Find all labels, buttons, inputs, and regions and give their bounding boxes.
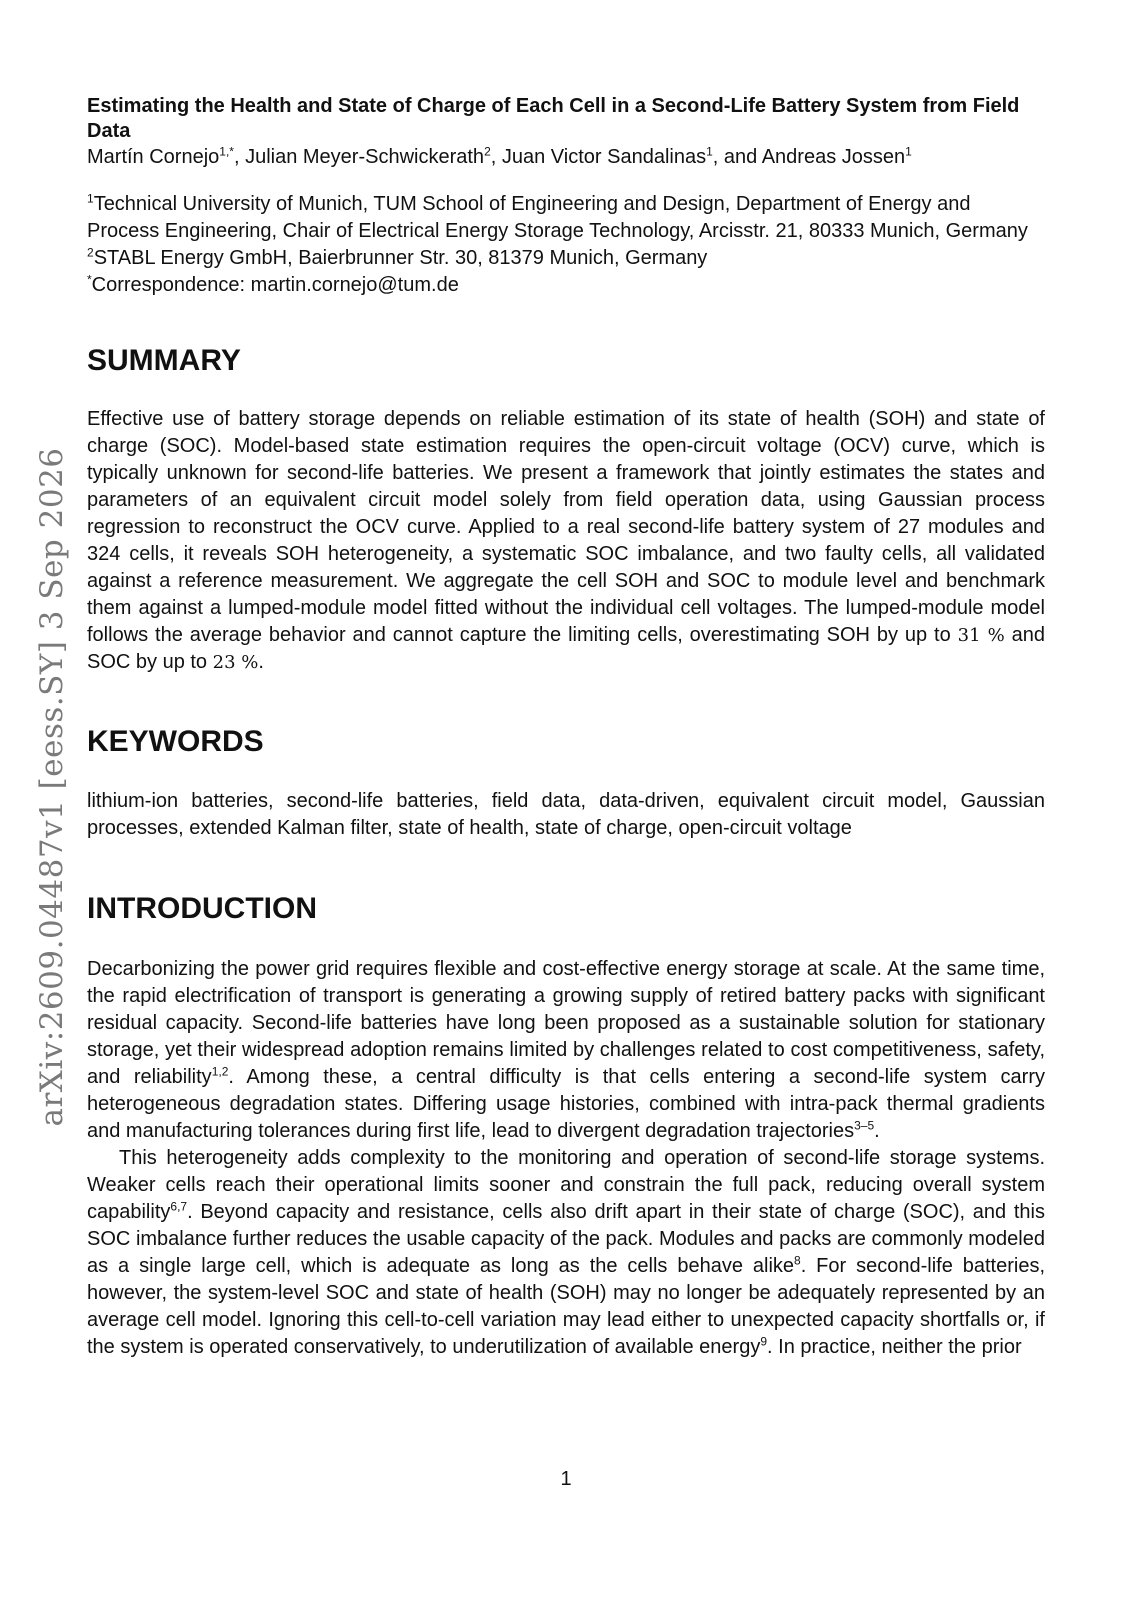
arxiv-sidebar-stamp <box>24 447 80 1127</box>
affiliation-1 <box>87 191 1045 245</box>
paragraph-text: . Among these, a central difficulty is that cells entering a second-life system carry heterogeneous degradation states. Differing usage histories, combined with intra-pack thermal gradients and manufacturing tolerances during first life, lead to divergent degradation trajectories <box>87 1066 1045 1142</box>
author-list <box>87 144 1045 170</box>
arxiv-identifier: arXiv:2609.04487v1 [eess.SY] 3 Sep 2026 <box>34 447 70 1127</box>
citation-ref: 6,7 <box>170 1199 188 1214</box>
citation-ref: 9 <box>760 1334 768 1349</box>
paper-page <box>87 94 1045 1361</box>
author-affiliation-mark: 1 <box>905 144 912 159</box>
author-name: , Juan Victor Sandalinas <box>490 146 707 168</box>
abstract-text: and SOC by up to <box>87 624 1045 673</box>
correspondence-mark: * <box>87 272 92 287</box>
author-affiliation-mark: 2 <box>484 144 491 159</box>
author-affiliation-mark: 1,* <box>219 144 234 159</box>
paragraph-text: . For second-life batteries, however, the system-level SOC and state of health (SOH) may no longer be adequately represented by an average cell model. Ignoring this cell-to-cell variation may lead either to unexpected capacity shortfalls or, if the system is operated conservatively, to underutilization of available energy <box>87 1255 1045 1358</box>
citation-ref: 3–5 <box>854 1118 875 1133</box>
affiliation-text: Technical University of Munich, TUM School of Engineering and Design, Department of Energy and Process Engineering, Chair of Electrical Energy Storage Technology, Arcisstr. 21, 80333 Munich, Germany <box>87 193 1028 242</box>
paper-title: Estimating the Health and State of Charge of Each Cell in a Second-Life Battery System from Field Data <box>87 95 1020 142</box>
citation-ref: 1,2 <box>211 1064 229 1079</box>
affiliation-text: STABL Energy GmbH, Baierbrunner Str. 30, 81379 Munich, Germany <box>93 247 708 269</box>
intro-paragraph-1 <box>87 956 1045 1145</box>
intro-paragraph-2 <box>87 1145 1045 1361</box>
author-affiliation-mark: 1 <box>706 144 713 159</box>
soc-value: 23 % <box>212 652 259 673</box>
keywords-list: lithium-ion batteries, second-life batteries, field data, data-driven, equivalent circuit model, Gaussian processes, extended Kalman filter, state of health, state of charge, open-circuit voltage <box>87 790 1045 839</box>
paragraph-text: . <box>874 1120 880 1142</box>
abstract-text: Effective use of battery storage depends on reliable estimation of its state of health (SOH) and state of charge (SOC). Model-based state estimation requires the open-circuit voltage (OCV) curve, which is typically unknown for second-life batteries. We present a framework that jointly estimates the states and parameters of an equivalent circuit model solely from field operation data, using Gaussian process regression to reconstruct the OCV curve. Applied to a real second-life battery system of 27 modules and 324 cells, it reveals SOH heterogeneity, a systematic SOC imbalance, and two faulty cells, all validated against a reference measurement. We aggregate the cell SOH and SOC to module level and benchmark them against a lumped-module model fitted without the individual cell voltages. The lumped-module model follows the average behavior and cannot capture the limiting cells, overestimating SOH by up to <box>87 408 1045 646</box>
page-number: 1 <box>560 1468 572 1490</box>
author-name: Martín Cornejo <box>87 146 220 168</box>
introduction-heading: INTRODUCTION <box>87 892 317 925</box>
author-name: , Julian Meyer-Schwickerath <box>233 146 485 168</box>
author-name: , and Andreas Jossen <box>712 146 906 168</box>
paragraph-text: . Beyond capacity and resistance, cells also drift apart in their state of charge (SOC), and this SOC imbalance further reduces the usable capacity of the pack. Modules and packs are commonly modeled as a single large cell, which is adequate as long as the cells behave alike <box>87 1201 1045 1277</box>
affiliation-mark: 1 <box>87 191 94 206</box>
keywords-heading: KEYWORDS <box>87 725 264 758</box>
affiliations <box>87 191 1045 299</box>
summary-abstract <box>87 406 1045 676</box>
soh-value: 31 % <box>957 625 1005 646</box>
affiliation-2 <box>87 245 1045 272</box>
summary-heading: SUMMARY <box>87 344 241 377</box>
abstract-text: . <box>258 651 264 673</box>
citation-ref: 8 <box>794 1253 801 1268</box>
affiliation-mark: 2 <box>87 245 94 260</box>
paragraph-text: Decarbonizing the power grid requires flexible and cost-effective energy storage at scale. At the same time, the rapid electrification of transport is generating a growing supply of retired battery packs with significant residual capacity. Second-life batteries have long been proposed as a sustainable solution for stationary storage, yet their widespread adoption remains limited by challenges related to cost competitiveness, safety, and reliability <box>87 958 1045 1088</box>
paragraph-text: This heterogeneity adds complexity to the monitoring and operation of second-life storage systems. Weaker cells reach their operational limits sooner and constrain the full pack, reducing overall system capability <box>87 1147 1045 1223</box>
correspondence <box>87 272 1045 299</box>
correspondence-text: Correspondence: martin.cornejo@tum.de <box>91 274 459 296</box>
paragraph-text: . In practice, neither the prior <box>767 1336 1022 1358</box>
